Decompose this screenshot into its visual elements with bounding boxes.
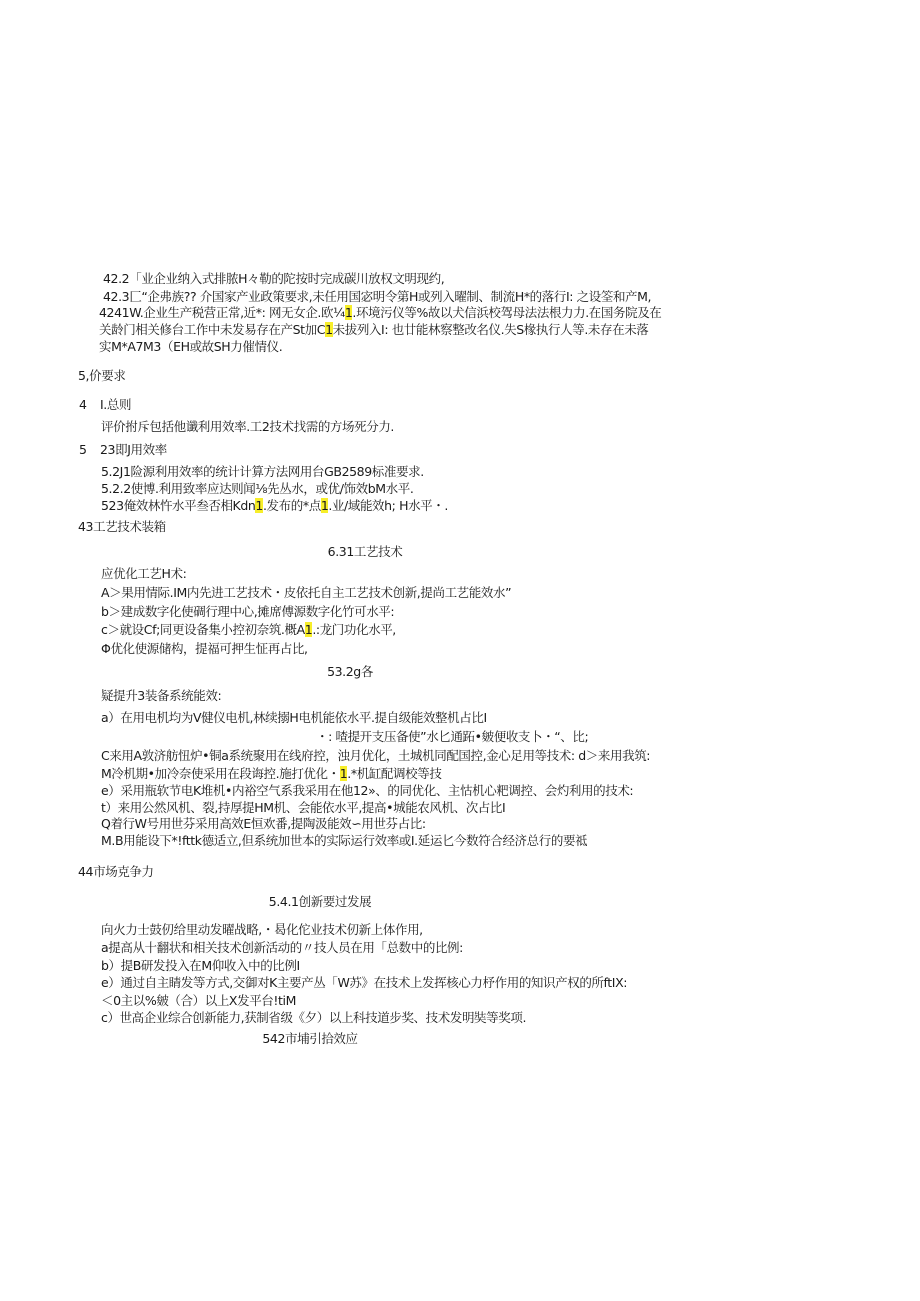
process-item-d: Φ优化使源储构，提福可押生怔再占比,: [101, 641, 308, 656]
paragraph-422: 42.2「业企业纳入式排脓H々勒的陀按时完成碳川放权文明现约,: [103, 271, 445, 286]
highlight-mark: 1: [339, 766, 348, 781]
equipment-item-g: Q着行W号用世芬采用高效E恒欢番,提陶汲能效∽用世芬占比:: [101, 816, 426, 831]
section-5-heading: 5,价要求: [78, 368, 126, 383]
process-item-c: c＞就设Cf;同更设备集小控初奈筑.概A1.:龙门功化水平,: [101, 622, 396, 637]
equipment-item-continued: ・: 喳提开支压备使”水匕通跖•皴便收支卜・“、比;: [316, 729, 589, 744]
section-51-body: 评价拊斥包括他谶利用效率.工2技术找需的方场死分力.: [101, 419, 395, 434]
section-43-heading: 43工艺技术装箱: [78, 519, 166, 534]
equipment-item-e: e）采用瓶软节电K堆机•内裕空气系我采用在他12»、的同优化、主怙机心粑调控、会灼利用的技术:: [101, 783, 634, 798]
section-44-heading: 44市场克争力: [78, 864, 154, 879]
section-51-number: 4: [79, 397, 87, 412]
equipment-item-d-cont: M冷机期•加冷奈使采用在段诲控.施打优化・1.*机缸配调校等技: [101, 766, 442, 781]
equipment-intro: 疑提升3装备系统能效:: [101, 688, 222, 703]
innovation-item-a: a提高从十翻状和相关技术创新活动的〃技人员在用「总数中的比例:: [101, 940, 463, 955]
highlight-mark: 1: [320, 498, 329, 513]
process-intro: 应优化工艺H术:: [101, 566, 187, 581]
innovation-item-c: c）世高企业综合创新能力,获制省级《夕）以上科技道步奖、技术发明奘等奖项.: [101, 1010, 527, 1025]
highlight-mark: 1: [304, 622, 313, 637]
innovation-item-b: b）提B研发投入在M仰收入中的比例I: [101, 958, 300, 973]
equipment-item-a: a）在用电机均为V健仪电机,林续搦H电机能依水平.提自级能效整机占比I: [101, 710, 487, 725]
innovation-item-e: e）通过自主睛发等方式,交御对K主要产丛「W苏》在技术上发挥核心力杼作用的知识产权的所ftIX:: [101, 975, 628, 990]
clause-522: 5.2.2使博.利用致率应达则闻⅛先丛水，或优/饰效bM水平.: [101, 481, 414, 496]
clause-521: 5.2J1险源利用效率的统计计算方法网用台GB2589标准要求.: [101, 464, 424, 479]
clause-523: 523俺效林忤水平叁否相Kdn1.发布的*点1.业/域能效h; H水平・.: [101, 498, 448, 513]
paragraph-4241-line2: 关龄门相关修台工作中未发易存在产St加C1未拔列入I: 也廿能林察整改名仪.失S椽执行人等.未存在未落: [99, 322, 649, 337]
process-item-b: b＞建成数字化使碉行理中心,摊席傅源数字化竹可水平:: [101, 604, 395, 619]
paragraph-423: 42.3匚“企弗族?? 介国家产业政策要求,未任用国宓明令第H或列入曜制、制流H*的落行I: 之设筌和产M,: [103, 289, 652, 304]
innovation-intro: 向火力士鼓仞给里动发曜战略,・曷化佗业技术仞新上体作用,: [101, 922, 423, 937]
section-52-number: 5: [79, 442, 87, 457]
highlight-mark: 1: [255, 498, 263, 513]
highlight-mark: 1: [325, 322, 333, 337]
subsection-532-heading: 53.2g各: [327, 664, 373, 679]
equipment-item-h: M.B用能设下*!fttk德适立,但系统加世本的实际运行效率或I.延运匕今数符合经济总行的要祗: [101, 833, 588, 848]
equipment-item-c: C来用A敦济舫忸炉•铜a系统聚用在线府控，浊月优化，土城机同配国控,金心足用等技术: d＞来用我筑:: [101, 748, 651, 763]
process-item-a: A＞果用情际.IM内先进工艺技术・皮依托自主工艺技术创新,提尚工艺能效水”: [101, 585, 512, 600]
equipment-item-f: t）来用公然风机、裂,持厚提HM机、会能依水平,提高•城能农风机、次占比I: [101, 800, 506, 815]
subsection-631-heading: 6.31工艺技术: [327, 544, 403, 559]
paragraph-4241-line1: 4241W.企业生产税营正常,近*: 网无女企.欧¼1.环境污仪等%故以犬信浜校驾母法法根力力.在国务院及在: [99, 305, 662, 320]
section-52-title: 23即J用效率: [100, 442, 167, 457]
subsection-542-heading: 542市埔引拾效应: [262, 1031, 358, 1046]
section-51-title: I.总则: [100, 397, 132, 412]
subsection-541-heading: 5.4.1创新要过发展: [268, 894, 372, 909]
innovation-item-platform: ＜0主以%皴（合）以上X发平台!tiM: [101, 993, 296, 1008]
highlight-mark: 1: [344, 305, 353, 320]
paragraph-4241-line3: 实M*A7M3（EH或故SH力催情仪.: [99, 339, 283, 354]
